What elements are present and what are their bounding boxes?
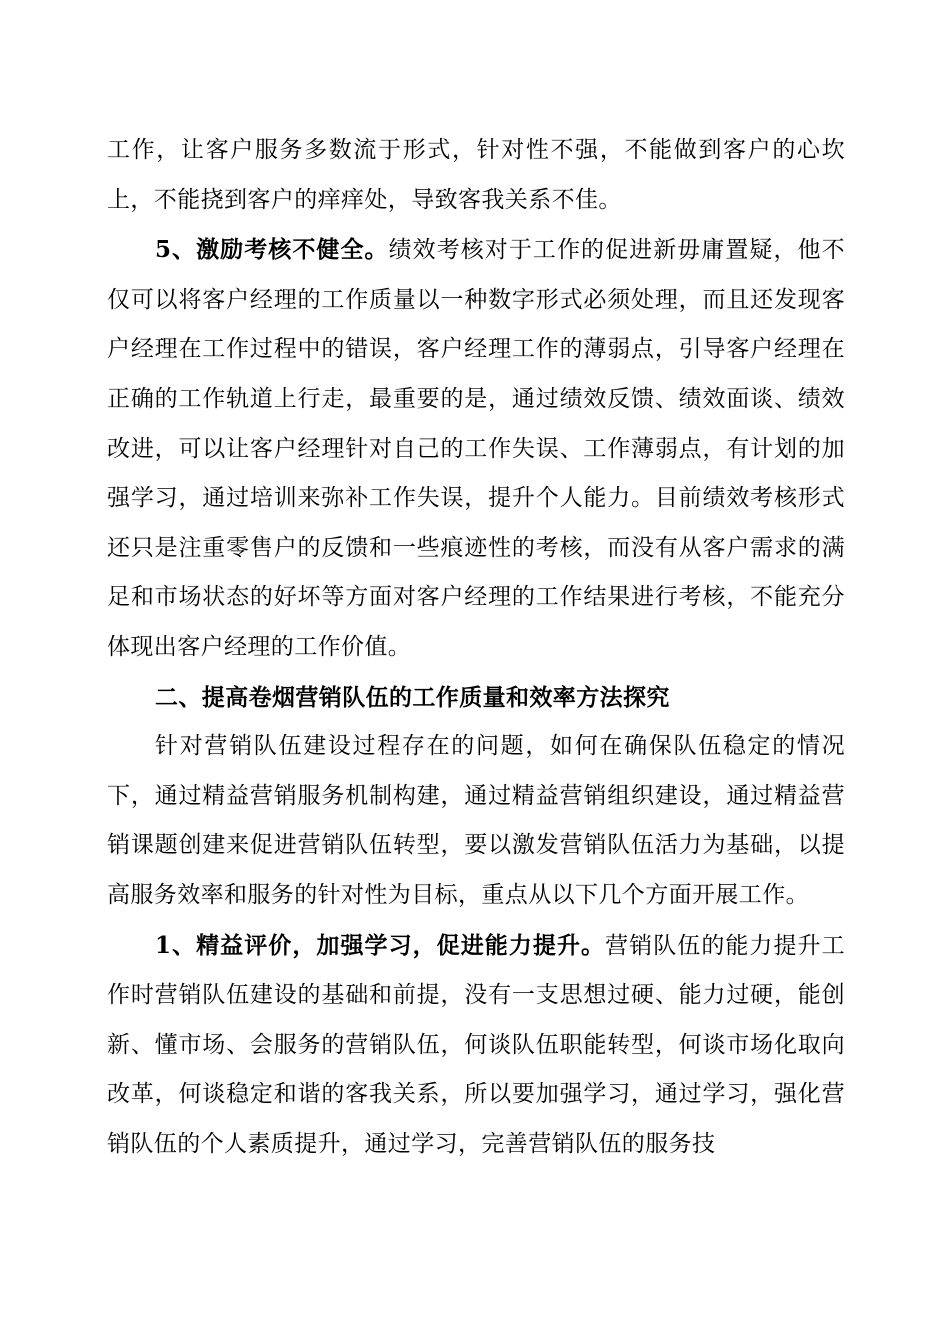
paragraph-lead-incentive: 5、激励考核不健全。 xyxy=(155,236,389,264)
paragraph-body-lean-evaluation: 营销队伍的能力提升工作时营销队伍建设的基础和前提，没有一支思想过硬、能力过硬，能创新、懂市场、会服务的营销队伍，何谈队伍职能转型，何谈市场化取向改革，何谈稳定和谐的客我关系，所以要加强学习，通过学习，强化营销队伍的个人素质提升，通过学习，完善营销队伍的服务技 xyxy=(107,932,846,1157)
paragraph-lean-evaluation xyxy=(107,921,845,1170)
paragraph-section-intro: 针对营销队伍建设过程存在的问题，如何在确保队伍稳定的情况下，通过精益营销服务机制构建，通过精益营销组织建设，通过精益营销课题创建来促进营销队伍转型，要以激发营销队伍活力为基础，以提高服务效率和服务的针对性为目标，重点从以下几个方面开展工作。 xyxy=(107,733,845,908)
section-heading-2: 二、提高卷烟营销队伍的工作质量和效率方法探究 xyxy=(155,683,670,711)
document-page xyxy=(107,126,845,1169)
paragraph-incentive-assessment xyxy=(107,225,845,672)
paragraph-continuation: 工作，让客户服务多数流于形式，针对性不强，不能做到客户的心坎上，不能挠到客户的痒痒处，导致客我关系不佳。 xyxy=(107,137,845,213)
paragraph-lead-lean-evaluation: 1、精益评价，加强学习，促进能力提升。 xyxy=(155,931,606,959)
paragraph-body-incentive: 绩效考核对于工作的促进新毋庸置疑，他不仅可以将客户经理的工作质量以一种数字形式必须处理，而且还发现客户经理在工作过程中的错误，客户经理工作的薄弱点，引导客户经理在正确的工作轨道上行走，最重要的是，通过绩效反馈、绩效面谈、绩效改进，可以让客户经理针对自己的工作失误、工作薄弱点，有计划的加强学习，通过培训来弥补工作失误，提升个人能力。目前绩效考核形式还只是注重零售户的反馈和一些痕迹性的考核，而没有从客户需求的满足和市场状态的好坏等方面对客户经理的工作结果进行考核，不能充分体现出客户经理的工作价值。 xyxy=(107,237,845,660)
